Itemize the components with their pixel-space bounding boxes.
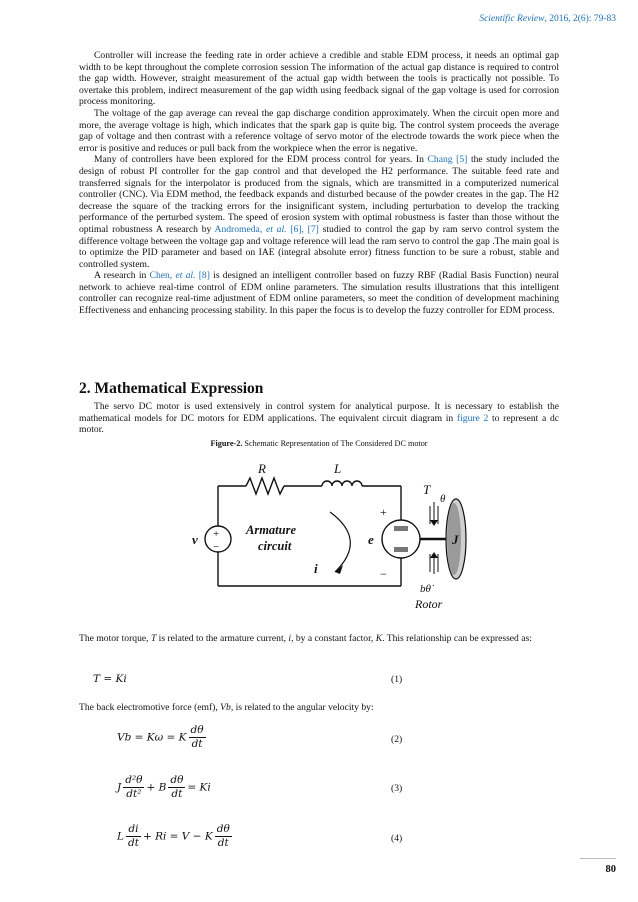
label-circuit: circuit [258,539,292,553]
equation-1-number: (1) [391,674,403,685]
paragraph: The motor torque, T is related to the armature current, i, by a constant factor, K. This relationship can be expressed as: [79,633,532,644]
equation-3-number: (3) [391,783,403,794]
label-friction: bθ̇ [420,583,431,595]
source-plus: + [213,528,220,540]
ref-link-chang[interactable]: Chang [5] [427,154,468,166]
paragraph: The servo DC motor is used extensively in control system for analytical purpose. It is necessary to establish the mathematical models for DC motors for EDM applications. The equivalent circuit diagram in figure 2 to represent a dc motor. [79,401,560,436]
equation-3: J $\frac{\text{d²θ}}{\text{dt²}}$ + B $\frac{d\theta}{dt}$ = Ki [117,774,211,800]
equation-4-number: (4) [391,833,403,844]
emf-plus: + [380,505,387,519]
section-text [79,401,559,436]
equation-4: L $\frac{di}{dt}$ + Ri = V − K $\frac{d\theta}{dt}$ [117,823,230,849]
paragraph: Controller will increase the feeding rate in order achieve a credible and stable EDM process, it needs an optimal gap width to be kept throughout the complete corrosion session The information of the actual gap distance is required to control the gap width. However, straight measurement of the actual gap width between the tools is practically not possible. To overtake this problem, indirect measurement of the gap width using feedback signal of the gap voltage is used for corrosion process monitoring. [79,50,559,108]
label-theta-top: θ [440,493,446,505]
paragraph: The back electromotive force (emf), Vb, is related to the angular velocity by: [79,702,374,713]
page-number: 80 [605,864,616,875]
label-R: R [258,461,266,476]
ref-link-chen[interactable]: Chen, et al. [8] [149,270,210,282]
paragraph: A research in Chen, et al. [8] is designed an intelligent controller based on fuzzy RBF (Radial Basis Function) neural network to achieve real-time control of EDM online parameters. The simulation results illustrations that this intelligent controller can recognize real-time adjustment of EDM online parameters, so meet the condition of development machining Effectiveness and enhancing processing stability. In this paper the focus is to develop the fuzzy controller for EDM process. [79,270,559,317]
resistor-symbol [246,478,284,494]
intro-text [79,50,559,317]
motor-symbol [382,520,420,558]
equation-2: Vb = Kω = K $\frac{d\theta}{dt}$ [117,724,204,750]
dc-motor-circuit-diagram [180,456,470,616]
label-L: L [334,461,342,476]
label-armature: Armature [246,523,297,537]
figure-caption: Figure-2. Schematic Representation of The Considered DC motor [210,439,428,448]
paragraph: The voltage of the gap average can reveal the gap discharge condition approximately. When the circuit open more and more, the average voltage is high, which indicates that the spark gap is quite big. The control system proceeds the average gap of voltage and then contrast with a reference voltage of servo motor of the electrode towards the work piece when the error is positive and reduces or pull back from the workpiece when the error is negative. [79,107,559,154]
source-minus: − [213,541,220,553]
emf-minus: − [380,567,387,581]
equation-1: T = Ki [93,673,127,685]
label-T: T [423,482,431,497]
figure-link[interactable]: figure 2 [456,412,489,424]
label-i: i [314,561,318,576]
journal-name: Scientific Review [479,14,545,24]
label-e: e [368,532,374,547]
footer-divider [580,858,616,859]
label-v: v [192,532,198,547]
label-J: J [452,532,459,547]
running-header [479,14,616,24]
inductor-symbol [322,481,362,486]
paragraph: Many of controllers have been explored for the EDM process control for years. In Chang [5] the study included the design of robust PI controller for the gap control and that developed the H2 performance. The suitable feed rate and transferred signals for the interpolator is produced from the signals, which are transmitted in a computerized numerical controller (CNC). Via EDM method, the feedback expands and disturbed because of the powder creates in the gap. The H2 decrease the square of the tracking errors for the insignificant system, including perturbation to develop the tracking performance of the perturbed system. The speed of erosion system with optimal robustness is faster than those without the optimal robustness A research by Andromeda, et al. [6], [7] studied to control the gap by ram servo control system the difference voltage between the voltage gap and voltage reference will lead the ram servo to control the gap .The main goal is to optimize the PID parameter and based on IAE (integral absolute error) fitness function to be sure a robust, stable and controlled system. [79,154,560,270]
label-rotor: Rotor [415,597,443,611]
equation-2-number: (2) [391,734,403,745]
ref-link-andromeda[interactable]: Andromeda, et al. [6], [7] [214,223,319,235]
section-heading: 2. Mathematical Expression [79,380,264,397]
journal-citation: , 2016, 2(6): 79-83 [544,14,616,24]
